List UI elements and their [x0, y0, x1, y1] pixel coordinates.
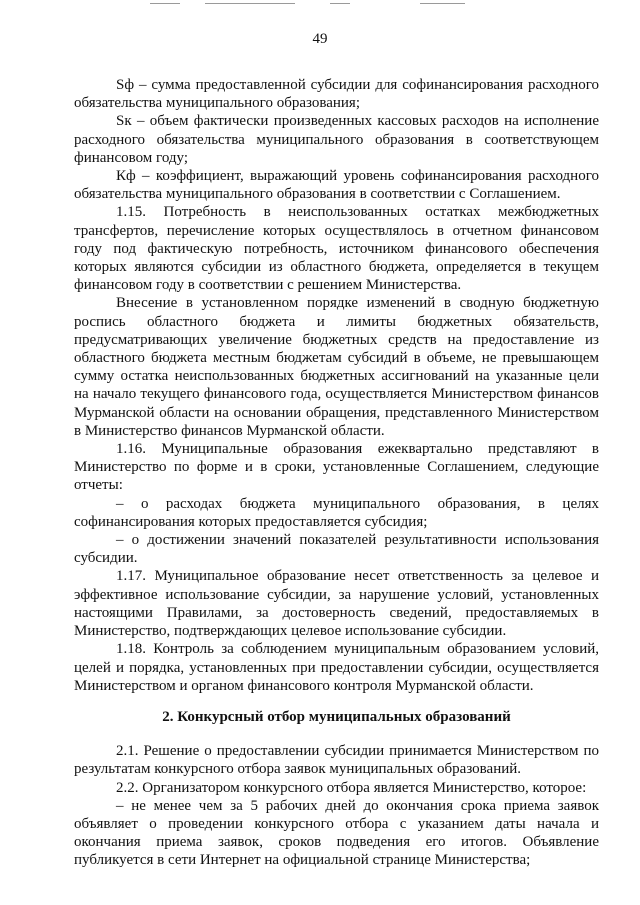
list-item: – о расходах бюджета муниципального образования, в целях софинансирования которых предоставляется субсидия; [74, 495, 599, 530]
paragraph: 1.18. Контроль за соблюдением муниципальным образованием условий, целей и порядка, установленных при предоставлении субсидии, осуществляется Министерством и органом финансового контроля Мурманской области. [74, 641, 599, 694]
page-number: 49 [312, 31, 328, 47]
top-edge-line [330, 3, 350, 4]
top-edge-line [150, 3, 180, 4]
paragraph: 1.16. Муниципальные образования ежеквартально представляют в Министерство по форме и в сроки, установленные Соглашением, следующие отчеты: [74, 441, 599, 494]
paragraph: 1.17. Муниципальное образование несет ответственность за целевое и эффективное использование субсидии, за нарушение условий, установленных настоящими Правилами, за достоверность сведений, предоставляемых в Министерство, подтверждающих целевое использование субсидии. [74, 568, 599, 640]
top-edge-line [205, 3, 295, 4]
paragraph: Sк – объем фактически произведенных кассовых расходов на исполнение расходного обязательства муниципального образования в соответствующем финансовом году; [74, 113, 599, 166]
document-body [74, 76, 599, 870]
list-item: – не менее чем за 5 рабочих дней до окончания срока приема заявок объявляет о проведении конкурсного отбора с указанием даты начала и окончания приема заявок, сроков подведения его итогов. Объявление публикуется в сети Интернет на официальной странице Министерства; [74, 797, 599, 869]
top-edge-line [420, 3, 465, 4]
paragraph: 2.2. Организатором конкурсного отбора является Министерство, которое: [116, 779, 587, 796]
paragraph: Кф – коэффициент, выражающий уровень софинансирования расходного обязательства муниципального образования в соответствии с Соглашением. [74, 168, 599, 203]
section-heading: 2. Конкурсный отбор муниципальных образований [162, 708, 511, 725]
list-item: – о достижении значений показателей результативности использования субсидии. [74, 532, 599, 567]
paragraph: Sф – сумма предоставленной субсидии для софинансирования расходного обязательства муниципального образования; [74, 77, 599, 112]
paragraph: 1.15. Потребность в неиспользованных остатках межбюджетных трансфертов, перечисление которых осуществлялось в отчетном финансовом году под фактическую потребность, источником финансового обеспечения которых являются субсидии из областного бюджета, определяется в текущем финансовом году в соответствии с решением Министерства. [74, 204, 599, 294]
paragraph: 2.1. Решение о предоставлении субсидии принимается Министерством по результатам конкурсного отбора заявок муниципальных образований. [74, 743, 599, 778]
paragraph: Внесение в установленном порядке изменений в сводную бюджетную роспись областного бюджета и лимиты бюджетных обязательств, предусматривающих увеличение бюджетных средств на предоставление из областного бюджета местным бюджетам субсидий в объеме, не превышающем сумму остатка неиспользованных бюджетных ассигнований на указанные цели на начало текущего финансового года, осуществляется Министерством финансов Мурманской области на основании обращения, представленного Министерством в Министерство финансов Мурманской области. [74, 295, 599, 439]
